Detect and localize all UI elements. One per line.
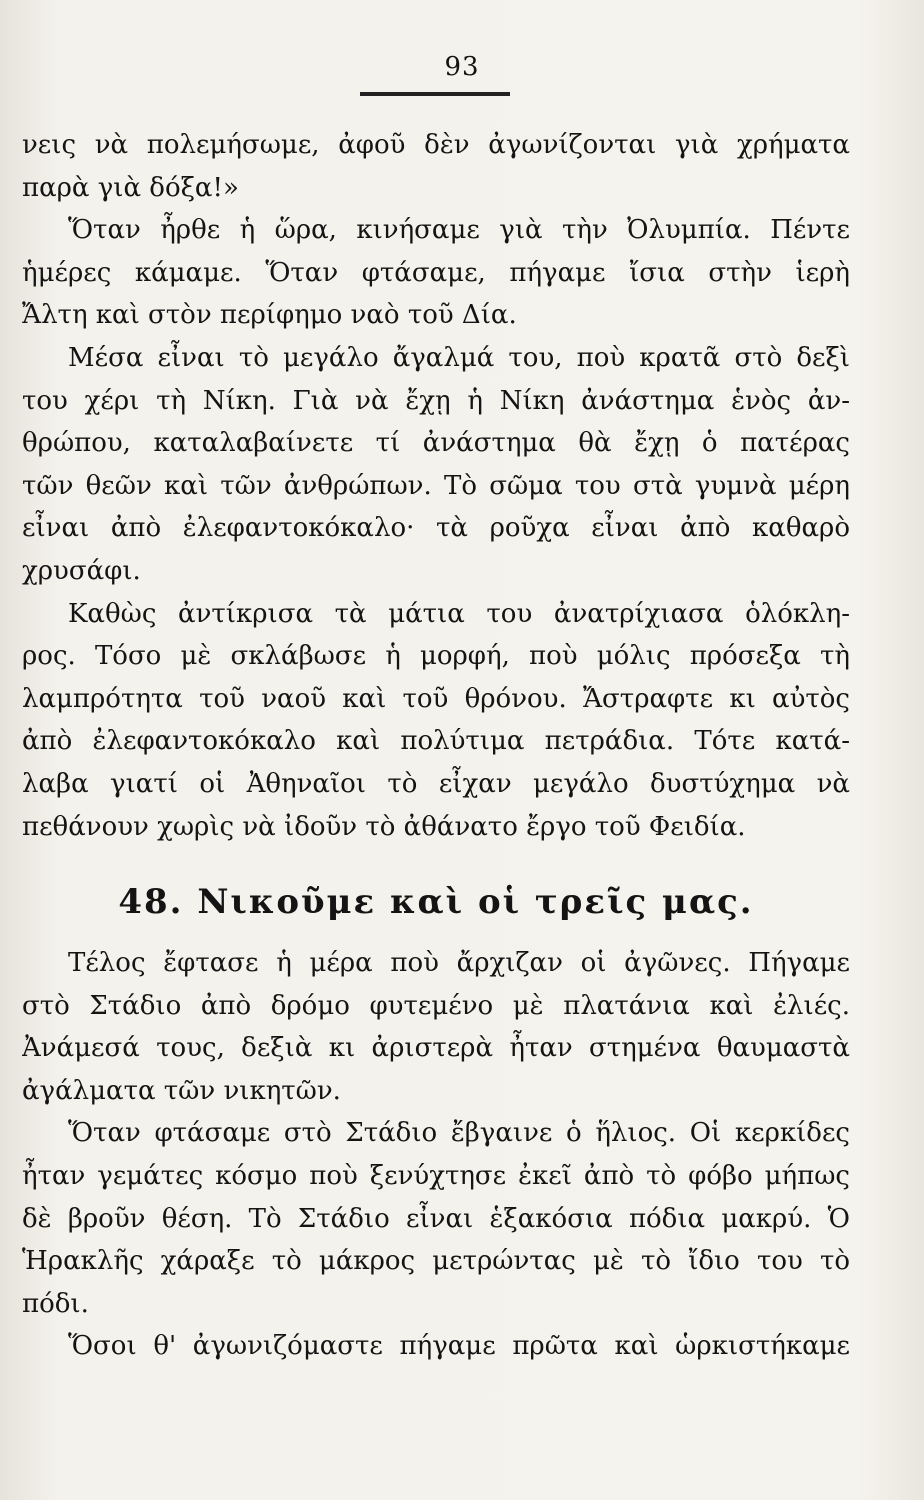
text-line: ἀπὸ ἐλεφαντοκόκαλο καὶ πολύτιμα πετράδια. Τότε κατά- <box>22 726 850 757</box>
text-line: Ὅταν φτάσαμε στὸ Στάδιο ἔβγαινε ὁ ἥλιος. Οἱ κερκίδες <box>68 1118 850 1149</box>
text-line: ἡμέρες κάμαμε. Ὅταν φτάσαμε, πήγαμε ἴσια στὴν ἱερὴ <box>22 257 850 288</box>
text-line: Καθὼς ἀντίκρισα τὰ μάτια του ἀνατρίχιασα ὁλόκλη- <box>68 598 850 629</box>
text-line: του χέρι τὴ Νίκη. Γιὰ νὰ ἔχῃ ἡ Νίκη ἀνάστημα ἑνὸς ἀν- <box>22 385 850 416</box>
body-text <box>22 124 850 1368</box>
text-line: Μέσα εἶναι τὸ μεγάλο ἄγαλμά του, ποὺ κρατᾶ στὸ δεξὶ <box>68 342 850 373</box>
page-number: 93 <box>444 52 480 82</box>
text-line: λαβα γιατί οἱ Ἀθηναῖοι τὸ εἶχαν μεγάλο δυστύχημα νὰ <box>22 768 850 799</box>
text-line: Ἡρακλῆς χάραξε τὸ μάκρος μετρώντας μὲ τὸ ἴδιο του τὸ <box>22 1246 850 1277</box>
text-line: στὸ Στάδιο ἀπὸ δρόμο φυτεμένο μὲ πλατάνια καὶ ἐλιές. <box>22 990 850 1021</box>
text-line: τῶν θεῶν καὶ τῶν ἀνθρώπων. Τὸ σῶμα του στὰ γυμνὰ μέρη <box>22 470 850 501</box>
text-line: εἶναι ἀπὸ ἐλεφαντοκόκαλο· τὰ ροῦχα εἶναι ἀπὸ καθαρὸ <box>22 513 850 544</box>
text-line: Ἄλτη καὶ στὸν περίφημο ναὸ τοῦ Δία. <box>22 300 517 331</box>
text-line: Ἀνάμεσά τους, δεξιὰ κι ἀριστερὰ ἦταν στημένα θαυμαστὰ <box>22 1033 850 1064</box>
text-line: Ὅσοι θ' ἀγωνιζόμαστε πήγαμε πρῶτα καὶ ὡρκιστήκαμε <box>68 1331 850 1362</box>
text-line: Τέλος ἔφτασε ἡ μέρα ποὺ ἄρχιζαν οἱ ἀγῶνες. Πήγαμε <box>68 948 850 979</box>
text-line: χρυσάφι. <box>22 555 141 586</box>
section-stadium <box>22 942 850 1368</box>
text-line: λαμπρότητα τοῦ ναοῦ καὶ τοῦ θρόνου. Ἄστραφτε κι αὐτὸς <box>22 683 850 714</box>
text-line: πεθάνουν χωρὶς νὰ ἰδοῦν τὸ ἀθάνατο ἔργο τοῦ Φειδία. <box>22 811 746 842</box>
chapter-heading: 48. Νικοῦμε καὶ οἱ τρεῖς μας. <box>118 882 754 923</box>
text-line: παρὰ γιὰ δόξα!» <box>22 172 239 203</box>
text-line: Ὅταν ἦρθε ἡ ὥρα, κινήσαμε γιὰ τὴν Ὀλυμπία. Πέντε <box>68 215 850 246</box>
text-line: πόδι. <box>22 1288 89 1319</box>
header-rule <box>360 92 510 96</box>
text-line: νεις νὰ πολεμήσωμε, ἀφοῦ δὲν ἀγωνίζονται γιὰ χρήματα <box>22 130 850 160</box>
text-line: ἀγάλματα τῶν νικητῶν. <box>22 1075 341 1106</box>
text-line: δὲ βροῦν θέση. Τὸ Στάδιο εἶναι ἑξακόσια πόδια μακρύ. Ὁ <box>22 1203 850 1234</box>
section-gap <box>22 848 850 856</box>
section-olympia <box>22 124 850 848</box>
text-line: ρος. Τόσο μὲ σκλάβωσε ἡ μορφή, ποὺ μόλις πρόσεξα τὴ <box>22 641 850 672</box>
text-line: θρώπου, καταλαβαίνετε τί ἀνάστημα θὰ ἔχῃ ὁ πατέρας <box>22 428 850 459</box>
text-line: ἦταν γεμάτες κόσμο ποὺ ξενύχτησε ἐκεῖ ἀπὸ τὸ φόβο μήπως <box>22 1161 850 1192</box>
